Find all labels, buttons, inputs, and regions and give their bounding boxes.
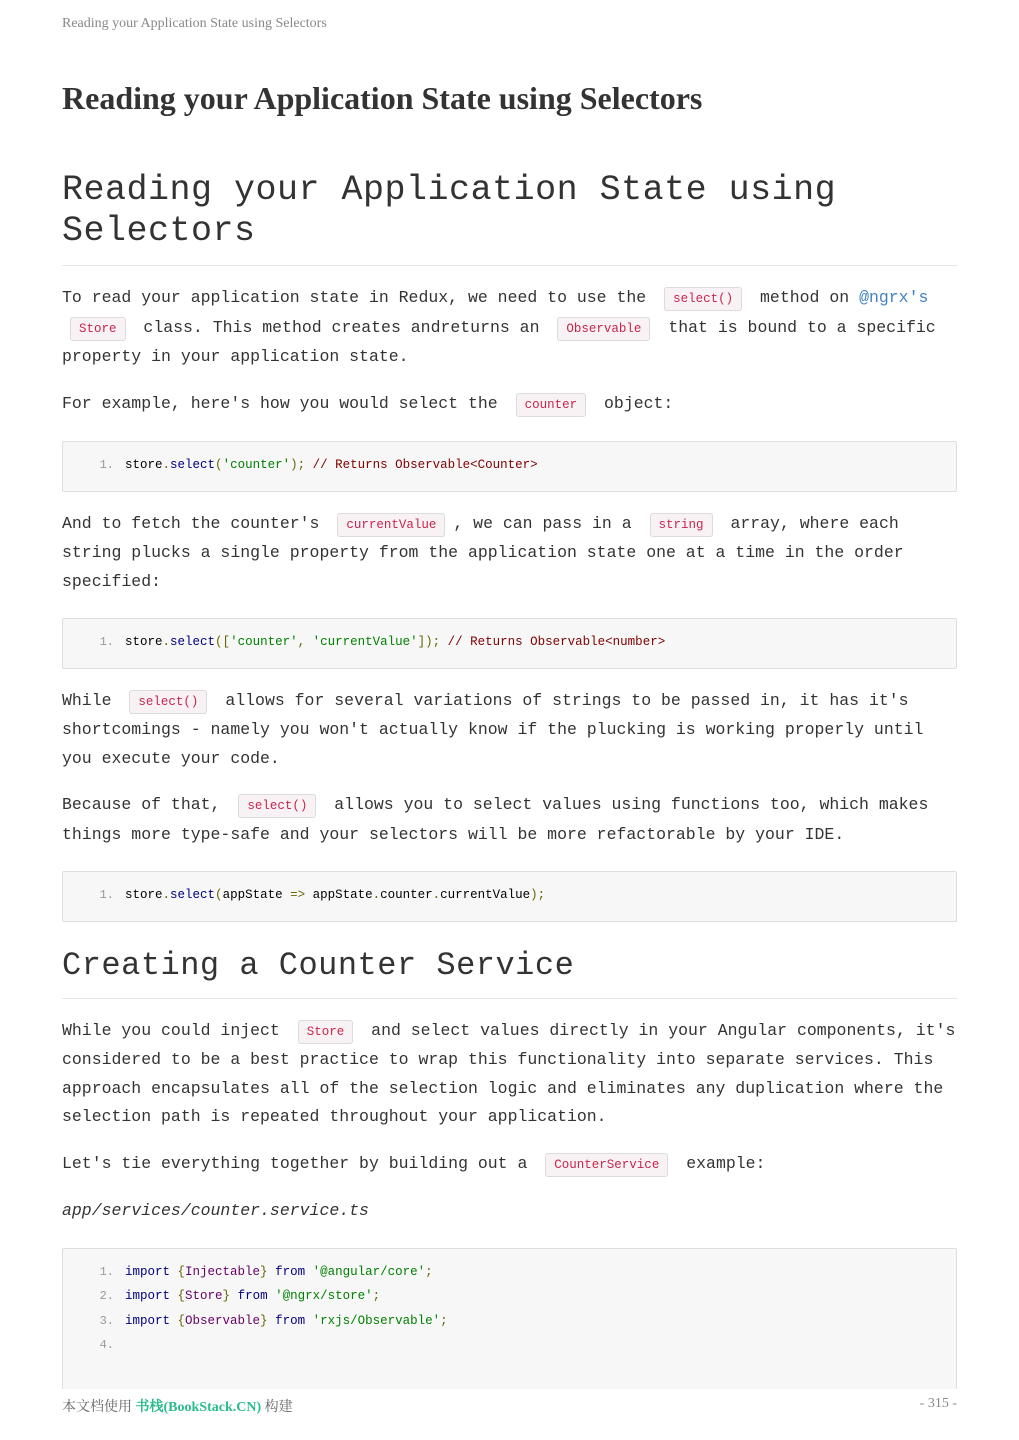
inline-code-observable: Observable (557, 317, 650, 341)
text: and select values directly in your Angular components, it's considered to be a best practice to wrap this functionality into separate services. This approach encapsulates all of the selection logic and eliminates any duplication where the selection path is repeated throughout your application. (62, 1020, 956, 1126)
text: allows for several variations of strings to be passed in, it has it's shortcomings - namely you won't actually know if the plucking is working properly until you execute your code. (62, 690, 924, 768)
code-block-counter-service (62, 1248, 957, 1389)
code-text: import {Injectable} from '@angular/core'; (125, 1264, 433, 1279)
inline-code-store: Store (70, 317, 126, 341)
line-number: 4. (99, 1338, 114, 1352)
code-line (63, 1333, 956, 1358)
code-text: store.select('counter'); // Returns Observable<Counter> (125, 458, 538, 472)
running-header: Reading your Application State using Selectors (62, 16, 327, 31)
text: And to fetch the counter's (62, 513, 320, 533)
file-path: app/services/counter.service.ts (62, 1201, 369, 1220)
text: method on (760, 288, 850, 307)
page-title: Reading your Application State using Selectors (62, 80, 703, 116)
page-number: - 315 - (919, 1396, 957, 1411)
paragraph-tie-together (62, 1150, 957, 1180)
code-block-select-array (62, 618, 957, 669)
section-heading-selectors: Reading your Application State using Selectors (62, 170, 957, 266)
text: allows you to select values using functions too, which makes things more type-safe and your selectors will be more refactorable by your IDE. (62, 795, 929, 844)
line-number: 2. (99, 1289, 114, 1303)
text: object: (604, 393, 674, 413)
footer-credit: 本文档使用 书栈(BookStack.CN) 构建 (62, 1400, 293, 1415)
text: array, where each string plucks a single property from the application state one at a time in the order specified: (62, 513, 904, 591)
inline-code-store: Store (298, 1020, 354, 1044)
paragraph-inject (62, 1017, 957, 1132)
section-heading-counter-service: Creating a Counter Service (62, 946, 957, 999)
code-line (63, 1284, 956, 1309)
line-number: 3. (99, 1313, 114, 1328)
paragraph-functions (62, 791, 957, 849)
text: class. This method creates andreturns an (143, 317, 540, 337)
text: For example, here's how you would select the (62, 393, 498, 413)
code-line (63, 883, 956, 908)
code-block-select-function (62, 871, 957, 922)
document-content (62, 170, 957, 1389)
text: Because of that, (62, 795, 221, 814)
inline-code-currentvalue: currentValue (337, 513, 445, 537)
line-number: 1. (99, 635, 114, 649)
code-line (63, 453, 956, 478)
code-text: import {Observable} from 'rxjs/Observable'; (125, 1313, 448, 1328)
text: While you could inject (62, 1020, 280, 1040)
code-line (63, 1309, 956, 1334)
code-text: store.select(appState => appState.counter.currentValue); (125, 888, 546, 902)
inline-code-select: select() (238, 794, 316, 818)
code-block-select-counter (62, 441, 957, 492)
code-line (63, 630, 956, 655)
inline-code-counter: counter (516, 393, 587, 417)
text: that is bound to a specific property in your application state. (62, 317, 936, 366)
text: example: (686, 1153, 766, 1173)
text: , we can pass in a (453, 513, 632, 533)
text: Let's tie everything together by building out a (62, 1153, 528, 1173)
paragraph-example (62, 390, 957, 420)
line-number: 1. (99, 888, 114, 902)
inline-code-select: select() (664, 287, 742, 311)
inline-code-counterservice: CounterService (545, 1153, 668, 1177)
ngrx-link[interactable]: @ngrx's (859, 288, 929, 307)
text: While (62, 690, 112, 710)
code-line (63, 1260, 956, 1285)
paragraph-fetch (62, 510, 957, 597)
paragraph-shortcomings (62, 687, 957, 774)
inline-code-select: select() (129, 690, 207, 714)
text: To read your application state in Redux, we need to use the (62, 288, 647, 307)
line-number: 1. (99, 458, 114, 472)
code-text: store.select(['counter', 'currentValue']); // Returns Observable<number> (125, 635, 666, 649)
paragraph-intro (62, 284, 957, 372)
bookstack-link[interactable]: 书栈(BookStack.CN) (135, 1400, 262, 1415)
inline-code-string: string (650, 513, 713, 537)
line-number: 1. (99, 1264, 114, 1279)
code-text: import {Store} from '@ngrx/store'; (125, 1289, 381, 1303)
